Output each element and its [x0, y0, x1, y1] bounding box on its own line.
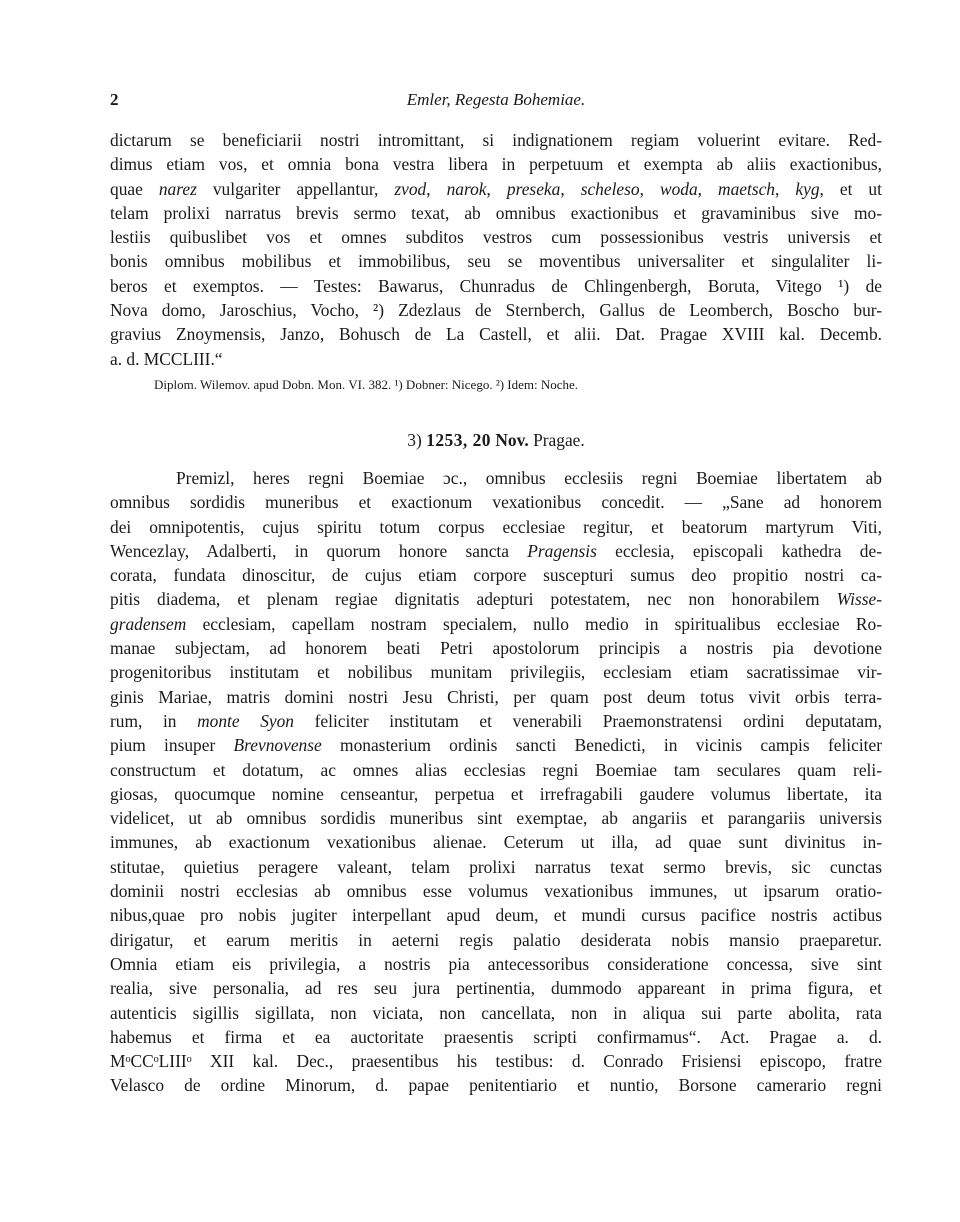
text-line: autenticis sigillis sigillata, non viciata, non cancellata, non in aliqua sui parte abolita, rata — [110, 1002, 882, 1023]
text-line: nibus,quae pro nobis jugiter interpellant apud deum, et mundi cursus pacifice nostris actibus — [110, 905, 882, 926]
text-line: corata, fundata dinoscitur, de cujus etiam corpore suscepturi sumus deo propitio nostri ca- — [110, 565, 882, 586]
italic-term: preseka — [506, 178, 561, 199]
page-header — [110, 90, 882, 114]
regest-summary-line: Premizl, heres regni Boemiae ɔc., omnibus ecclesiis regni Boemiae libertatem ab — [176, 468, 882, 488]
text-segment: , — [560, 178, 581, 199]
section-place: Pragae. — [533, 430, 585, 450]
text-segment: Wencezlay, Adalberti, in quorum honore sancta — [110, 540, 528, 561]
text-segment: pium insuper — [110, 735, 234, 756]
text-segment: feliciter institutam et venerabili Praemonstratensi ordini deputatam, — [294, 710, 882, 731]
text-segment: , — [697, 178, 719, 199]
text-segment: ecclesiam, capellam nostram specialem, nullo medio in spiritualibus ecclesiae Ro- — [186, 613, 882, 634]
text-segment: monasterium ordinis sancti Benedicti, in vicinis campis feliciter — [321, 735, 883, 756]
italic-term: narez — [158, 178, 197, 199]
text-line: videlicet, ut ab omnibus sordidis muneribus sint exemptae, ab angariis et parangariis universis — [110, 808, 882, 829]
text-line — [110, 587, 882, 611]
text-line: bonis omnibus mobilibus et immobilibus, seu se moventibus universaliter et singulaliter li- — [110, 251, 882, 272]
text-line: omnibus sordidis muneribus et exactionum vexationibus concedit. — „Sane ad honorem — [110, 492, 882, 513]
text-line: dominii nostri ecclesias ab omnibus esse volumus vexationibus immunes, ut ipsarum oratio- — [110, 881, 882, 902]
section-number: 3) — [407, 430, 422, 450]
source-footnote: Diplom. Wilemov. apud Dobn. Mon. VI. 382. ¹) Dobner: Nicego. ²) Idem: Noche. — [154, 377, 579, 392]
italic-term: Pragensis — [527, 540, 597, 561]
text-line: immunes, ab exactionum vexationibus alienae. Ceterum ut illa, ad quae sunt divinitus in- — [110, 832, 882, 853]
text-line: MᵒCCᵒLIIIᵒ XII kal. Dec., praesentibus his testibus: d. Conrado Frisiensi episcopo, fratre — [110, 1051, 882, 1072]
text-segment: , — [639, 178, 660, 199]
text-line: dirigatur, et earum meritis in aeterni regis palatio desiderata nobis mansio praeparetur. — [110, 929, 882, 950]
text-line: realia, sive personalia, ad res seu jura pertinentia, dummodo appareant in prima figura, et — [110, 978, 882, 999]
italic-term: gradensem — [110, 613, 187, 634]
charter-closing-line: a. d. MCCLIII.“ — [110, 349, 223, 369]
text-line — [110, 177, 882, 201]
text-segment: pitis diadema, et plenam regiae dignitatis adepturi potestatem, nec non honorabilem — [110, 589, 837, 610]
section-month: Nov. — [495, 430, 529, 450]
running-head: Emler, Regesta Bohemiae. — [406, 90, 586, 109]
italic-term: scheleso — [580, 178, 640, 199]
text-line: stitutae, quietius peragere valeant, telam prolixi narratus texat sermo brevis, sic cunctas — [110, 856, 882, 877]
text-segment: quae — [110, 178, 159, 199]
text-line: Nova domo, Jaroschius, Vocho, ²) Zdezlaus de Sternberch, Gallus de Leomberch, Boscho bur- — [110, 300, 882, 321]
text-segment: rum, in — [110, 710, 198, 731]
text-segment: ecclesia, episcopali kathedra de- — [596, 540, 882, 561]
italic-term: Wisse- — [836, 589, 882, 610]
continued-charter-text — [110, 128, 882, 347]
italic-term: monte Syon — [197, 710, 294, 731]
text-line: ginis Mariae, matris domini nostri Jesu Christi, per quam post deum totus vivit orbis terra- — [110, 686, 882, 707]
page-number: 2 — [110, 90, 119, 109]
text-line: dei omnipotentis, cujus spiritu totum corpus ecclesiae regitur, et beatorum martyrum Viti, — [110, 516, 882, 537]
text-line: habemus et firma et ea auctoritate praesentis scripti confirmamus“. Act. Pragae a. d. — [110, 1026, 882, 1047]
text-line: gravius Znoymensis, Janzo, Bohusch de La Castell, et alii. Dat. Pragae XVIII kal. Decemb. — [110, 324, 882, 345]
text-segment: , — [426, 178, 447, 199]
italic-term: kyg — [795, 178, 820, 199]
text-line: dimus etiam vos, et omnia bona vestra libera in perpetuum et exempta ab aliis exactionibus, — [110, 154, 882, 175]
text-line: constructum et dotatum, ac omnes alias ecclesias regni Boemiae tam seculares quam reli- — [110, 759, 882, 780]
text-line: progenitoribus institutam et nobilibus munitam privilegiis, ecclesiam etiam sacratissimae vir- — [110, 662, 882, 683]
text-line: lestiis quibuslibet vos et omnes subditos vestros cum possessionibus vestris universis et — [110, 227, 882, 248]
text-line: dictarum se beneficiarii nostri intromittant, si indignationem regiam voluerint evitare. Red- — [110, 130, 882, 150]
italic-term: maetsch — [718, 178, 776, 199]
italic-term: zvod — [394, 178, 427, 199]
section-date: 1253, 20 — [426, 430, 491, 450]
text-segment: , et ut — [819, 178, 882, 199]
charter-main-text — [110, 490, 882, 1097]
section-heading — [110, 428, 882, 452]
text-segment: vulgariter appellantur, — [196, 178, 395, 199]
text-line: Omnia etiam eis privilegia, a nostris pia antecessoribus consideratione concessa, sive sint — [110, 953, 882, 974]
text-segment: , — [775, 178, 796, 199]
text-line: Velasco de ordine Minorum, d. papae penitentiario et nuntio, Borsone camerario regni — [110, 1075, 882, 1096]
text-line — [110, 709, 882, 733]
text-segment: , — [486, 178, 507, 199]
text-line: telam prolixi narratus brevis sermo texat, ab omnibus exactionibus et gravaminibus sive mo- — [110, 202, 882, 223]
italic-term: narok — [446, 178, 487, 199]
text-line — [110, 539, 882, 563]
text-line: manae subjectam, ad honorem beati Petri apostolorum principis a nostris pia devotione — [110, 638, 882, 659]
text-line: giosas, quocumque nomine censeantur, perpetua et irrefragabili gaudere volumus libertate, ita — [110, 783, 882, 804]
italic-term: woda — [659, 178, 698, 199]
text-line — [110, 612, 882, 636]
italic-term: Brevnovense — [233, 735, 322, 756]
text-line — [110, 733, 882, 757]
text-line: beros et exemptos. — Testes: Bawarus, Chunradus de Chlingenbergh, Boruta, Vitego ¹) de — [110, 275, 882, 296]
